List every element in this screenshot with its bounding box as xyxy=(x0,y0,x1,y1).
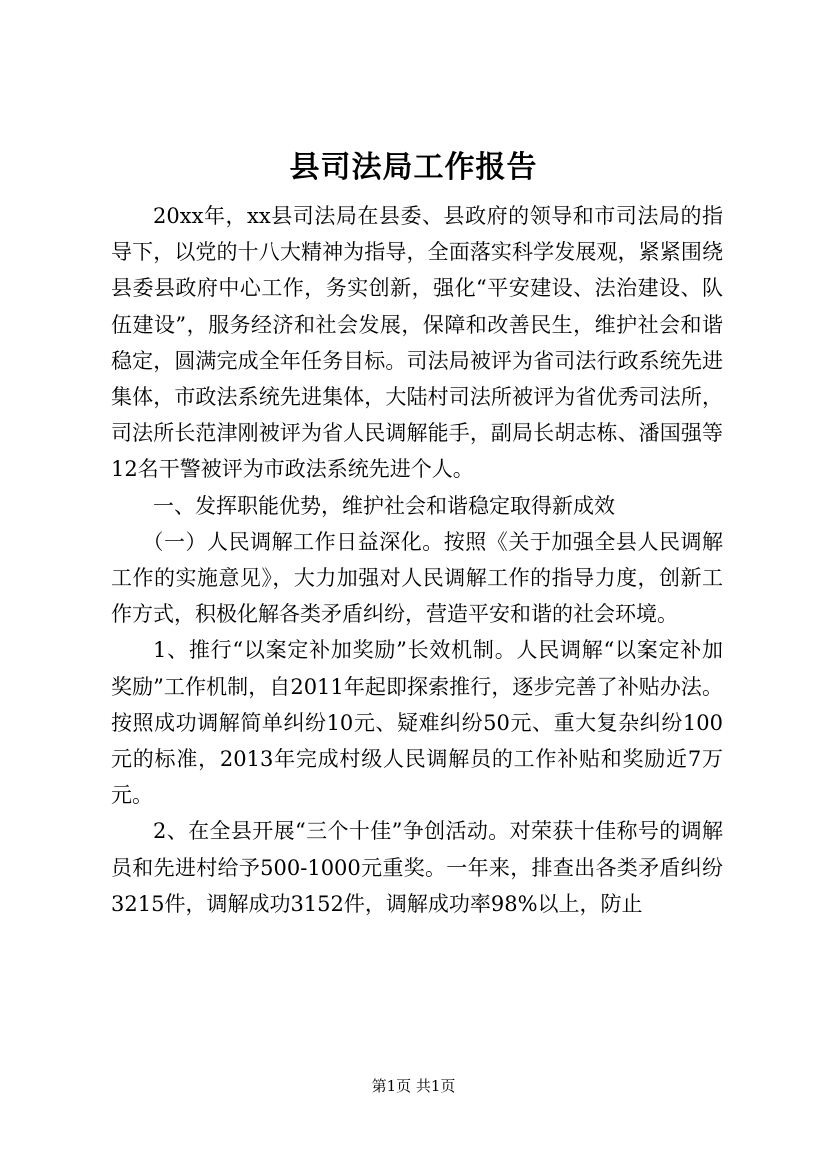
subsection-heading-1: （一）人民调解工作日益深化。按照《关于加强全县人民调解工作的实施意见》，大力加强对人民调解工作的指导力度，创新工作方式，积极化解各类矛盾纠纷，营造平安和谐的社会环境。 xyxy=(111,529,723,627)
paragraph-item-2: 2、在全县开展“三个十佳”争创活动。对荣获十佳称号的调解员和先进村给予500-1000元重奖。一年来，排查出各类矛盾纠纷3215件，调解成功3152件，调解成功率98%以上，防止 xyxy=(111,819,723,916)
document-body xyxy=(111,198,723,922)
section-heading-1: 一、发挥职能优势，维护社会和谐稳定取得新成效 xyxy=(153,493,615,518)
document-title: 县司法局工作报告 xyxy=(289,150,538,185)
page-footer: 第1页 共1页 xyxy=(371,1077,456,1095)
paragraph-item-1: 1、推行“以案定补加奖励”长效机制。人民调解“以案定补加奖励”工作机制，自2011年起即探索推行，逐步完善了补贴办法。按照成功调解简单纠纷10元、疑难纠纷50元、重大复杂纠纷100元的标准，2013年完成村级人民调解员的工作补贴和奖励近7万元。 xyxy=(111,638,723,808)
paragraph-intro: 20xx年，xx县司法局在县委、县政府的领导和市司法局的指导下，以党的十八大精神为指导，全面落实科学发展观，紧紧围绕县委县政府中心工作，务实创新，强化“平安建设、法治建设、队伍建设”，服务经济和社会发展，保障和改善民生，维护社会和谐稳定，圆满完成全年任务目标。司法局被评为省司法行政系统先进集体，市政法系统先进集体，大陆村司法所被评为省优秀司法所，司法所长范津刚被评为省人民调解能手，副局长胡志栋、潘国强等12名干警被评为市政法系统先进个人。 xyxy=(111,204,723,482)
